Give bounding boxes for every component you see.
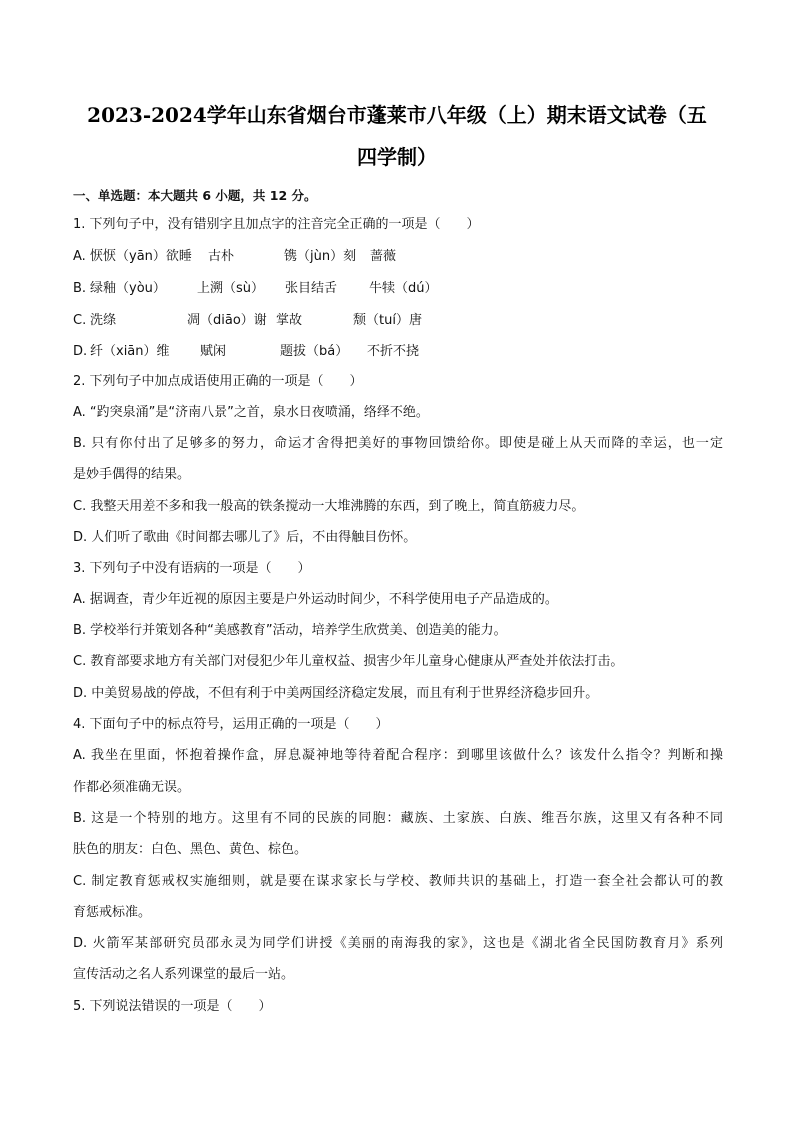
question-3-option-c: C. 教育部要求地方有关部门对侵犯少年儿童权益、损害少年儿童身心健康从严查处并依法打击。 bbox=[73, 654, 624, 669]
question-1-stem: 1. 下列句子中，没有错别字且加点字的注音完全正确的一项是（ ） bbox=[73, 217, 480, 232]
question-4-option-c-line-1: C. 制定教育惩戒权实施细则，就是要在谋求家长与学校、教师共识的基础上，打造一套全社会都认可的教 bbox=[73, 874, 723, 889]
question-5-stem: 5. 下列说法错误的一项是（ ） bbox=[73, 999, 272, 1014]
option-label: A. bbox=[73, 249, 86, 264]
question-2-option-a: A. “趵突泉涌”是“济南八景”之首，泉水日夜喷涌，络绎不绝。 bbox=[73, 405, 429, 420]
option-part: 蔷薇 bbox=[370, 249, 397, 264]
question-3-option-a: A. 据调查，青少年近视的原因主要是户外运动时间少，不科学使用电子产品造成的。 bbox=[73, 592, 558, 607]
option-label: B. bbox=[73, 281, 87, 296]
question-4-option-a-line-1: A. 我坐在里面，怀抱着操作盒，屏息凝神地等待着配合程序：到哪里该做什么？该发什么指令？判断和操 bbox=[73, 748, 723, 763]
option-part: 不折不挠 bbox=[367, 344, 420, 359]
question-4-option-d-line-1: D. 火箭军某部研究员邵永灵为同学们讲授《美丽的南海我的家》，这也是《湖北省全民国防教育月》系列 bbox=[73, 936, 723, 951]
option-part: 纤（xiān）维 bbox=[90, 344, 170, 359]
option-part: 绿釉（yòu） bbox=[90, 281, 166, 296]
question-4-option-a-line-2: 作都必须准确无误。 bbox=[73, 780, 191, 795]
question-3-stem: 3. 下列句子中没有语病的一项是（ ） bbox=[73, 561, 311, 576]
option-label: C. bbox=[73, 313, 87, 328]
option-part: 洗绦 bbox=[90, 313, 117, 328]
question-4-option-d-line-2: 宣传活动之名人系列课堂的最后一站。 bbox=[73, 967, 295, 982]
question-2-option-b-line-2: 是妙手偶得的结果。 bbox=[73, 467, 191, 482]
option-part: 古朴 bbox=[208, 249, 235, 264]
section-heading: 一、单选题：本大题共 6 小题，共 12 分。 bbox=[73, 188, 317, 203]
question-4-stem: 4. 下面句子中的标点符号，运用正确的一项是（ ） bbox=[73, 717, 389, 732]
question-2-option-c: C. 我整天用差不多和我一般高的铁条搅动一大堆沸腾的东西，到了晚上，简直筋疲力尽。 bbox=[73, 499, 585, 514]
question-2-option-d: D. 人们听了歌曲《时间都去哪儿了》后，不由得触目伤怀。 bbox=[73, 530, 417, 545]
question-4-option-b-line-2: 肤色的朋友：白色、黑色、黄色、棕色。 bbox=[73, 842, 308, 857]
option-part: 恹恹（yān）欲睡 bbox=[90, 249, 192, 264]
option-part: 题拔（bá） bbox=[280, 344, 349, 359]
question-2-stem: 2. 下列句子中加点成语使用正确的一项是（ ） bbox=[73, 374, 363, 389]
question-4-option-c-line-2: 育惩戒标准。 bbox=[73, 905, 152, 920]
exam-title-line-1: 2023-2024学年山东省烟台市蓬莱市八年级（上）期末语文试卷（五 bbox=[87, 103, 707, 127]
option-label: D. bbox=[73, 344, 88, 359]
option-part: 颓（tuí）唐 bbox=[353, 313, 422, 328]
question-4-option-b-line-1: B. 这是一个特别的地方。这里有不同的民族的同胞：藏族、土家族、白族、维吾尔族，这里又有各种不同 bbox=[73, 811, 723, 826]
option-part: 凋（diāo）谢 bbox=[187, 313, 267, 328]
option-part: 镌（jùn）刻 bbox=[284, 249, 357, 264]
question-3-option-b: B. 学校举行并策划各种“美感教育”活动，培养学生欣赏美、创造美的能力。 bbox=[73, 623, 507, 638]
question-2-option-b-line-1: B. 只有你付出了足够多的努力，命运才舍得把美好的事物回馈给你。即使是碰上从天而降的幸运，也一定 bbox=[73, 436, 723, 451]
option-part: 张目结舌 bbox=[285, 281, 338, 296]
option-part: 赋闲 bbox=[200, 344, 227, 359]
option-part: 上溯（sù） bbox=[197, 281, 265, 296]
exam-title-line-2: 四学制） bbox=[357, 145, 437, 169]
option-part: 牛犊（dú） bbox=[369, 281, 438, 296]
option-part: 掌故 bbox=[276, 313, 303, 328]
question-3-option-d: D. 中美贸易战的停战，不但有利于中美两国经济稳定发展，而且有利于世界经济稳步回升。 bbox=[73, 686, 599, 701]
